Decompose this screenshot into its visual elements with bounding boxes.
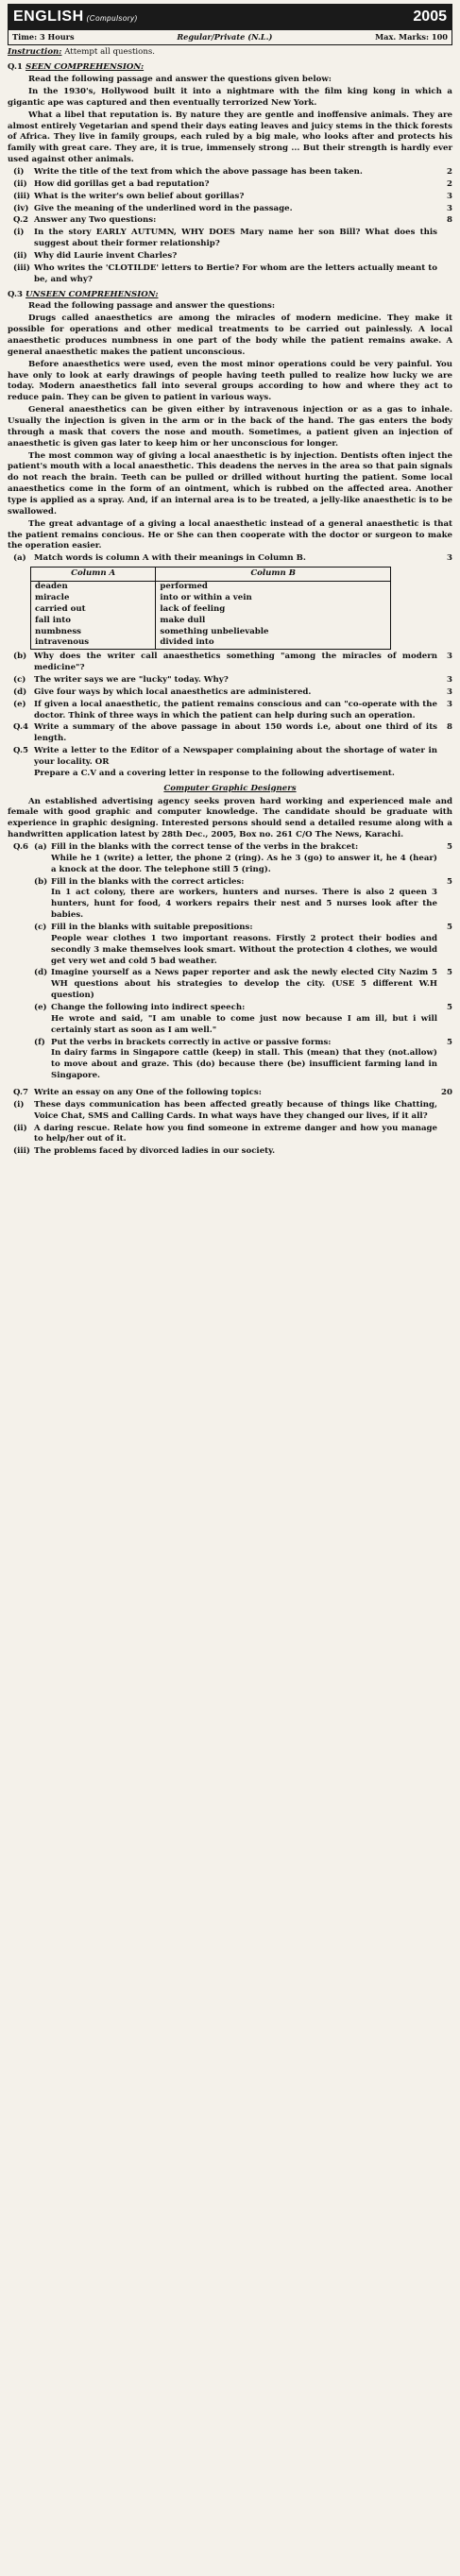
q1-number: Q.1 xyxy=(8,62,24,73)
instruction-label: Instruction: xyxy=(8,47,62,58)
q3-item xyxy=(13,652,452,674)
q1-item-number: (ii) xyxy=(13,178,27,189)
column-b-meaning: lack of feeling xyxy=(156,604,391,616)
q5-option-1: Write a letter to the Editor of a Newspaper complaining about the shortage of water in your locality. xyxy=(34,746,437,767)
q2-questions xyxy=(8,228,452,285)
q3-heading xyxy=(8,290,452,301)
q1-item-number: (iii) xyxy=(13,191,30,201)
q2-title: Answer any Two questions: xyxy=(34,215,157,226)
q3-item-marks: 3 xyxy=(447,652,452,662)
column-b-meaning: performed xyxy=(156,582,391,593)
q6-block xyxy=(8,842,452,1082)
q3-item-number: (d) xyxy=(13,686,27,697)
q6-part-body xyxy=(34,923,437,967)
q7-topics xyxy=(8,1100,452,1158)
q3-item-marks: 3 xyxy=(447,686,452,697)
q2-item xyxy=(13,228,452,250)
max-marks: Max. Marks: 100 xyxy=(375,32,448,42)
q1-heading xyxy=(8,62,452,74)
ad-title: Computer Graphic Designers xyxy=(163,783,297,793)
column-a-word: deaden xyxy=(31,582,156,593)
q6-part-e xyxy=(13,1003,452,1037)
q3-item-number: (b) xyxy=(13,652,27,662)
q6-part-label: (e) xyxy=(34,1003,47,1012)
q1-questions xyxy=(8,167,452,214)
q6-part-label: (b) xyxy=(34,876,48,887)
q7-item xyxy=(13,1124,452,1146)
subject-name: ENGLISH xyxy=(13,8,84,25)
q5-or: OR xyxy=(94,756,110,767)
q3-item xyxy=(13,687,452,699)
q6-part-body xyxy=(34,1038,437,1082)
column-a-word: miracle xyxy=(31,593,156,604)
column-b-meaning: divided into xyxy=(156,637,391,649)
column-b-meaning: into or within a vein xyxy=(156,593,391,604)
q3-item-text: If given a local anaesthetic, the patient remains conscious and can "co-operate with the doctor. Think of three ways in which the patient can help during such an operation. xyxy=(34,699,437,720)
q1-passage-p1: In the 1930's, Hollywood built it into a nightmare with the film king kong in which a gigantic ape was captured and then eventually terrorized New York. xyxy=(8,86,452,108)
q3-item-text: Give four ways by which local anaesthetics are administered. xyxy=(34,686,312,697)
q1-item-marks: 2 xyxy=(447,166,452,177)
q6-part-text: Fill in the blanks with the correct tense of the verbs in the brakcet: xyxy=(51,841,359,852)
column-b-header: Column B xyxy=(156,568,391,582)
q3-item-marks: 3 xyxy=(447,699,452,709)
q6-part-f xyxy=(13,1038,452,1082)
q7-item-number: (ii) xyxy=(13,1123,27,1133)
q2-item-number: (iii) xyxy=(13,263,30,273)
match-table xyxy=(30,567,391,650)
q3-passage-p3: General anaesthetics can be given either by intravenous injection or as a gas to inhale. Usually the injection is given in the arm or in the back of the hand. The gas enters the body through a mask that covers the nose and mouth. Sometimes, a patient given an injection of anaesthetic is given gas later to keep him or her unconscious for longer. xyxy=(8,405,452,449)
q1-item xyxy=(13,192,452,203)
q6-part-marks: 5 xyxy=(447,841,452,852)
q2-item-text: In the story EARLY AUTUMN, WHY DOES Mary name her son Bill? What does this suggest about their former relationship? xyxy=(34,228,437,249)
q6-part-text: Change the following into indirect speech: xyxy=(51,1003,246,1012)
q6-part-label: (a) xyxy=(34,841,47,852)
q2-marks: 8 xyxy=(447,215,452,226)
q1-item-number: (iv) xyxy=(13,203,29,213)
q3-passage-p2: Before anaesthetics were used, even the most minor operations could be very painful. You have only to look at early drawings of people having teeth pulled to realize how lucky we are today. Modern anaesthetics fall into several groups according to how and where they act to reduce pain. They can be given to patient in various ways. xyxy=(8,359,452,403)
match-row xyxy=(31,582,391,593)
q7-item-number: (iii) xyxy=(13,1146,30,1157)
q6-part-body xyxy=(34,877,437,922)
q6-part-exercise: People wear clothes 1 two important reasons. Firstly 2 protect their bodies and secondly 3 make themselves look smart. Without the protection 4 clothes, we would get very wet and cold 5 bad weather. xyxy=(51,933,437,966)
q4-number: Q.4 xyxy=(13,722,29,733)
match-row xyxy=(31,604,391,616)
match-row xyxy=(31,637,391,649)
q3-questions xyxy=(8,652,452,721)
q5-option-2: Prepare a C.V and a covering letter in response to the following advertisement. xyxy=(34,768,395,778)
column-a-word: fall into xyxy=(31,616,156,627)
instruction-text: Attempt all questions. xyxy=(61,47,156,58)
q2-item-number: (ii) xyxy=(13,251,27,261)
q1-title: SEEN COMPREHENSION: xyxy=(26,62,145,73)
q1-item-text: Give the meaning of the underlined word in the passage. xyxy=(34,203,293,213)
q3-title: UNSEEN COMPREHENSION: xyxy=(26,289,159,299)
q6-part-exercise: He wrote and said, "I am unable to come just now because I am ill, but i will certainly start as soon as I am well." xyxy=(51,1013,437,1035)
q1-item-marks: 3 xyxy=(447,191,452,201)
q4-marks: 8 xyxy=(447,722,452,733)
paper-year: 2005 xyxy=(413,8,447,25)
q1-item-text: Write the title of the text from which the above passage has been taken. xyxy=(34,166,363,177)
match-row xyxy=(31,593,391,604)
q6-part-text: Fill in the blanks with suitable prepositions: xyxy=(51,922,253,932)
q6-part-body xyxy=(34,1003,437,1037)
q2-item xyxy=(13,251,452,263)
q1-item-marks: 3 xyxy=(447,203,452,213)
paper-meta xyxy=(8,30,452,45)
q1-item xyxy=(13,204,452,215)
q3-passage-p4: The most common way of giving a local anaesthetic is by injection. Dentists often inject the patient's mouth with a local anaesthetic. This deadens the nerves in the area so that pain signals do not reach the brain. Teeth can be pulled or drilled without hurting the patient. Some local anaesthetics come in the form of an ointment, which is rubbed on the affected area. Another type is applied as a spray. And, if an internal area is to be treated, a jelly-like anaesthetic is to be swallowed. xyxy=(8,450,452,517)
q7-item xyxy=(13,1146,452,1158)
q1-item-number: (i) xyxy=(13,166,25,177)
q6-part-a xyxy=(13,842,452,876)
q7-text: Write an essay on any One of the following topics: xyxy=(34,1088,262,1098)
exam-paper xyxy=(0,0,460,1178)
q7-marks: 20 xyxy=(441,1088,452,1098)
q7-item-number: (i) xyxy=(13,1099,25,1110)
subject-title xyxy=(13,7,138,27)
q3-item-marks: 3 xyxy=(447,674,452,685)
q4-text: Write a summary of the above passage in about 150 words i.e, about one third of its length. xyxy=(34,722,437,744)
q6-part-marks: 5 xyxy=(447,968,452,978)
q2-item-number: (i) xyxy=(13,228,25,238)
q6-part-body xyxy=(34,968,437,1002)
q2-number: Q.2 xyxy=(13,215,29,226)
column-b-meaning: something unbelievable xyxy=(156,627,391,638)
q7-item-text: A daring rescue. Relate how you find someone in extreme danger and how you manage to help/her out of it. xyxy=(34,1123,437,1144)
q6-part-text: Imagine yourself as a News paper reporter and ask the newly elected City Nazim 5 WH questions about his strategies to develop the city. (USE 5 different W.H question) xyxy=(51,968,437,1001)
q1-item xyxy=(13,167,452,178)
q6-part-d xyxy=(13,968,452,1002)
q5 xyxy=(13,746,452,780)
paper-type: Regular/Private (N.L.) xyxy=(177,32,273,42)
column-a-word: intravenous xyxy=(31,637,156,649)
q6-part-exercise: In 1 act colony, there are workers, hunters and nurses. There is also 2 queen 3 hunters, hunt for food, 4 workers repairs their nest and 5 nurses look after the babies. xyxy=(51,888,437,921)
q7-number: Q.7 xyxy=(13,1088,29,1098)
q6-part-exercise: In dairy farms in Singapore cattle (keep) in stall. This (mean) that they (not.allow) to move about and graze. This (do) because there (be) insufficient farming land in Singapore. xyxy=(51,1048,437,1081)
q1-item-text: How did gorillas get a bad reputation? xyxy=(34,178,210,189)
q7-item xyxy=(13,1100,452,1123)
q2-item xyxy=(13,263,452,286)
q1-item-text: What is the writer's own belief about gorillas? xyxy=(34,191,245,201)
column-a-word: carried out xyxy=(31,604,156,616)
q6-part-number: Q.6 xyxy=(13,841,29,852)
q2-item-text: Who writes the 'CLOTILDE' letters to Bertie? For whom are the letters actually meant to be, and why? xyxy=(34,263,437,284)
q3-intro: Read the following passage and answer the questions: xyxy=(28,301,276,312)
column-a-word: numbness xyxy=(31,627,156,638)
q2-heading xyxy=(13,215,452,227)
q3-item-text: Why does the writer call anaesthetics something "among the miracles of modern medicine"? xyxy=(34,652,437,673)
q2-item-text: Why did Laurie invent Charles? xyxy=(34,251,178,261)
column-b-meaning: make dull xyxy=(156,616,391,627)
match-row xyxy=(31,627,391,638)
q3-number: Q.3 xyxy=(8,289,24,299)
q3-item-text: The writer says we are "lucky" today. Why? xyxy=(34,674,229,685)
q3-a-number: (a) xyxy=(13,553,26,564)
q3-item xyxy=(13,675,452,686)
q6-part-text: Fill in the blanks with the correct articles: xyxy=(51,876,245,887)
q6-part-b xyxy=(13,877,452,922)
subject-compulsory: (Compulsory) xyxy=(86,14,138,23)
q5-body xyxy=(34,746,437,780)
q3-question-a xyxy=(13,553,452,565)
q6-part-marks: 5 xyxy=(447,1037,452,1047)
column-a-header: Column A xyxy=(31,568,156,582)
q6-part-marks: 5 xyxy=(447,922,452,932)
q3-passage-p5: The great advantage of a giving a local anaesthetic instead of a general anaesthetic is that the patient remains concious. He or She can then cooperate with the doctor or surgeon to make the operation easier. xyxy=(8,518,452,551)
q5-number: Q.5 xyxy=(13,746,29,756)
ad-text: An established advertising agency seeks proven hard working and experienced male and female with good graphic and computer knowledge. The candidate should be graduate with experience in graphic designing. Interested persons should send a detailed resume along with a handwritten application latest by 28th Dec., 2005, Box no. 261 C/O The News, Karachi. xyxy=(8,796,452,840)
q6-part-label: (f) xyxy=(34,1037,45,1047)
paper-header xyxy=(8,4,452,30)
q3-passage-p1: Drugs called anaesthetics are among the miracles of modern medicine. They make it possible for operations and other medical treatments to be carried out painlessly. A local anaesthetic produces numbness in one part of the body while the patient remains awake. A general anaesthetic makes the patient unconscious. xyxy=(8,314,452,357)
q3-a-marks: 3 xyxy=(447,553,452,564)
q6-part-exercise: While he 1 (write) a letter, the phone 2 (ring). As he 3 (go) to answer it, he 4 (hear) a knock at the door. The telephone still 5 (ring). xyxy=(51,853,437,874)
q1-intro: Read the following passage and answer the questions given below: xyxy=(28,75,332,85)
q3-item-number: (c) xyxy=(13,674,26,685)
q6-part-c xyxy=(13,923,452,967)
q1-passage-p2: What a libel that reputation is. By nature they are gentle and inoffensive animals. They are almost entirely Vegetarian and spend their days eating leaves and juicy stems in the thick forests of Africa. They live in family groups, each ruled by a big male, who looks after and protects his family with great care. They are, it is true, immensely strong ... But their strength is hardly ever used against other animals. xyxy=(8,110,452,165)
q6-part-text: Put the verbs in brackets correctly in active or passive forms: xyxy=(51,1037,332,1047)
q6-part-label: (c) xyxy=(34,922,47,932)
q7-heading xyxy=(13,1088,452,1099)
time-allowed: Time: 3 Hours xyxy=(12,32,75,42)
q6-part-label: (d) xyxy=(34,968,48,978)
q1-item xyxy=(13,179,452,191)
q7-item-text: The problems faced by divorced ladies in our society. xyxy=(34,1146,276,1157)
q4 xyxy=(13,722,452,745)
q6-part-marks: 5 xyxy=(447,1003,452,1012)
q6-part-body xyxy=(34,842,437,876)
match-row xyxy=(31,616,391,627)
q3-item-number: (e) xyxy=(13,699,26,709)
instruction xyxy=(8,47,452,59)
q6-part-marks: 5 xyxy=(447,876,452,887)
q3-a-text: Match words is column A with their meanings in Column B. xyxy=(34,553,306,564)
q1-item-marks: 2 xyxy=(447,178,452,189)
q3-item xyxy=(13,700,452,722)
q7-item-text: These days communication has been affected greatly because of things like Chatting, Voice Chat, SMS and Calling Cards. In what ways have they changed our lives, if it all? xyxy=(34,1099,437,1121)
